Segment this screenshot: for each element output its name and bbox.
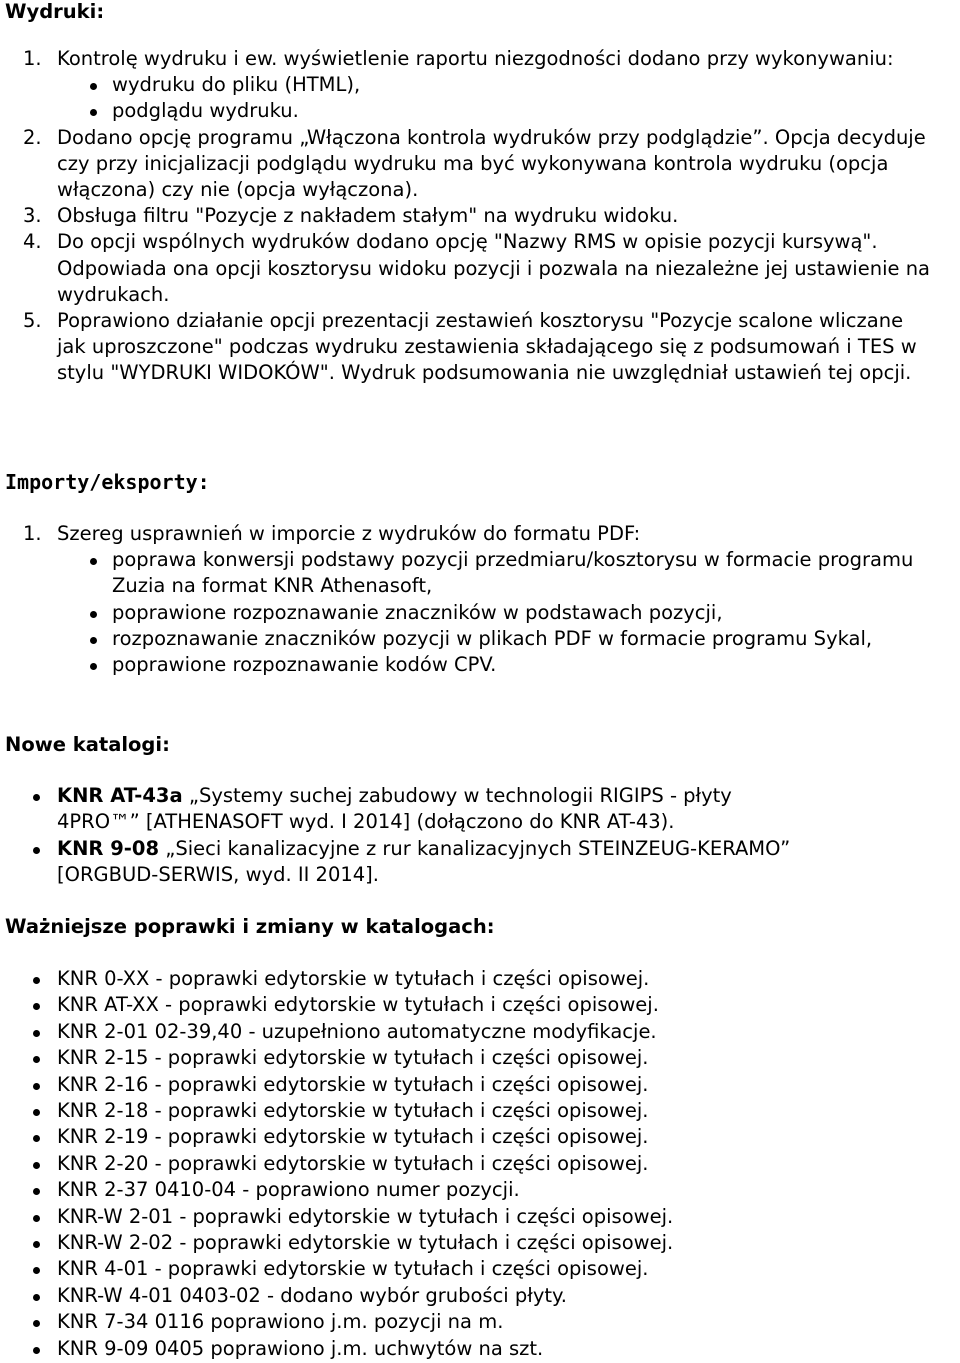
- list-item: [0, 125, 930, 204]
- item-number: 1.: [23, 47, 42, 70]
- item-number: 5.: [23, 309, 42, 333]
- item-number: 4.: [23, 230, 42, 254]
- list-item: KNR 4-01 - poprawki edytorskie w tytułach i części opisowej.: [0, 1256, 930, 1282]
- item-number: 1.: [23, 522, 42, 545]
- list-item: KNR 2-15 - poprawki edytorskie w tytułach i części opisowej.: [0, 1045, 930, 1071]
- list-item: KNR-W 2-01 - poprawki edytorskie w tytułach i części opisowej.: [0, 1204, 930, 1230]
- list-item: KNR AT-XX - poprawki edytorskie w tytułach i części opisowej.: [0, 992, 930, 1018]
- item-text: Poprawiono działanie opcji prezentacji zestawień kosztorysu "Pozycje scalone wliczane jak uproszczone" podczas wydruku zestawienia składającego się z podsumowań i TES w stylu "WYDRUKI WIDOKÓW". Wydruk podsumowania nie uwzględniał ustawień tej opcji.: [57, 309, 917, 385]
- item-number: 2.: [23, 125, 42, 149]
- list-item: [0, 46, 930, 125]
- item-text: Obsługa filtru "Pozycje z nakładem stałym" na wydruku widoku.: [57, 204, 679, 228]
- list-item: KNR 2-18 - poprawki edytorskie w tytułach i części opisowej.: [0, 1098, 930, 1124]
- section-heading-importy: Importy/eksporty:: [5, 470, 210, 494]
- item-number: 3.: [23, 204, 42, 228]
- sub-list: [57, 72, 930, 124]
- catalog-code: KNR 9-08: [57, 836, 160, 860]
- item-text: Do opcji wspólnych wydruków dodano opcję "Nazwy RMS w opisie pozycji kursywą". Odpowiada ona opcji kosztorysu widoku pozycji i pozwala na niezależne jej ustawienie na wydrukach.: [57, 230, 930, 306]
- sub-list-item: poprawione rozpoznawanie znaczników w podstawach pozycji,: [57, 600, 930, 626]
- list-item: KNR 0-XX - poprawki edytorskie w tytułach i części opisowej.: [0, 966, 930, 992]
- sub-list-item: wydruku do pliku (HTML),: [57, 72, 930, 98]
- list-item: KNR 2-01 02-39,40 - uzupełniono automatyczne modyfikacje.: [0, 1019, 930, 1045]
- list-item: [0, 836, 820, 889]
- sub-list-item: poprawa konwersji podstawy pozycji przedmiaru/kosztorysu w formacie programu Zuzia na format KNR Athenasoft,: [57, 547, 930, 599]
- sub-list-item: poprawione rozpoznawanie kodów CPV.: [57, 652, 930, 678]
- sub-list: [57, 547, 930, 678]
- sub-list-item: rozpoznawanie znaczników pozycji w plikach PDF w formacie programu Sykal,: [57, 626, 930, 652]
- list-item: KNR-W 4-01 0403-02 - dodano wybór grubości płyty.: [0, 1283, 930, 1309]
- list-item: KNR 2-20 - poprawki edytorskie w tytułach i części opisowej.: [0, 1151, 930, 1177]
- list-item: KNR 9-09 0405 poprawiono j.m. uchwytów na szt.: [0, 1336, 930, 1362]
- item-text: Dodano opcję programu „Włączona kontrola wydruków przy podglądzie”. Opcja decyduje czy przy inicjalizacji podglądu wydruku ma być wykonywana kontrola wydruku (opcja włączona) czy nie (opcja wyłączona).: [57, 125, 926, 202]
- list-item: [0, 308, 930, 387]
- list-item: KNR 2-19 - poprawki edytorskie w tytułach i części opisowej.: [0, 1124, 930, 1150]
- katalogi-list: [0, 783, 820, 889]
- list-item: [0, 203, 930, 229]
- catalog-description: „Sieci kanalizacyjne z rur kanalizacyjnych STEINZEUG-KERAMO” [ORGBUD-SERWIS, wyd. II 2014].: [57, 836, 791, 887]
- list-item: [0, 521, 930, 678]
- list-item: KNR 7-34 0116 poprawiono j.m. pozycji na m.: [0, 1309, 930, 1335]
- item-text: Szereg usprawnień w imporcie z wydruków do formatu PDF:: [57, 522, 641, 545]
- list-item: KNR-W 2-02 - poprawki edytorskie w tytułach i części opisowej.: [0, 1230, 930, 1256]
- list-item: KNR 2-16 - poprawki edytorskie w tytułach i części opisowej.: [0, 1072, 930, 1098]
- list-item: KNR 2-37 0410-04 - poprawiono numer pozycji.: [0, 1177, 930, 1203]
- importy-list: [0, 521, 930, 678]
- section-heading-wydruki: Wydruki:: [5, 0, 105, 23]
- catalog-description: „Systemy suchej zabudowy w technologii RIGIPS - płyty 4PRO™” [ATHENASOFT wyd. I 2014] (dołączono do KNR AT-43).: [57, 784, 732, 834]
- catalog-code: KNR AT-43a: [57, 784, 183, 807]
- list-item: [0, 783, 820, 836]
- poprawki-list: [0, 966, 930, 1362]
- section-heading-poprawki: Ważniejsze poprawki i zmiany w katalogach:: [5, 915, 495, 938]
- item-text: Kontrolę wydruku i ew. wyświetlenie raportu niezgodności dodano przy wykonywaniu:: [57, 47, 894, 70]
- wydruki-list: [0, 46, 930, 387]
- list-item: [0, 229, 930, 308]
- section-heading-katalogi: Nowe katalogi:: [5, 733, 170, 756]
- sub-list-item: podglądu wydruku.: [57, 98, 930, 124]
